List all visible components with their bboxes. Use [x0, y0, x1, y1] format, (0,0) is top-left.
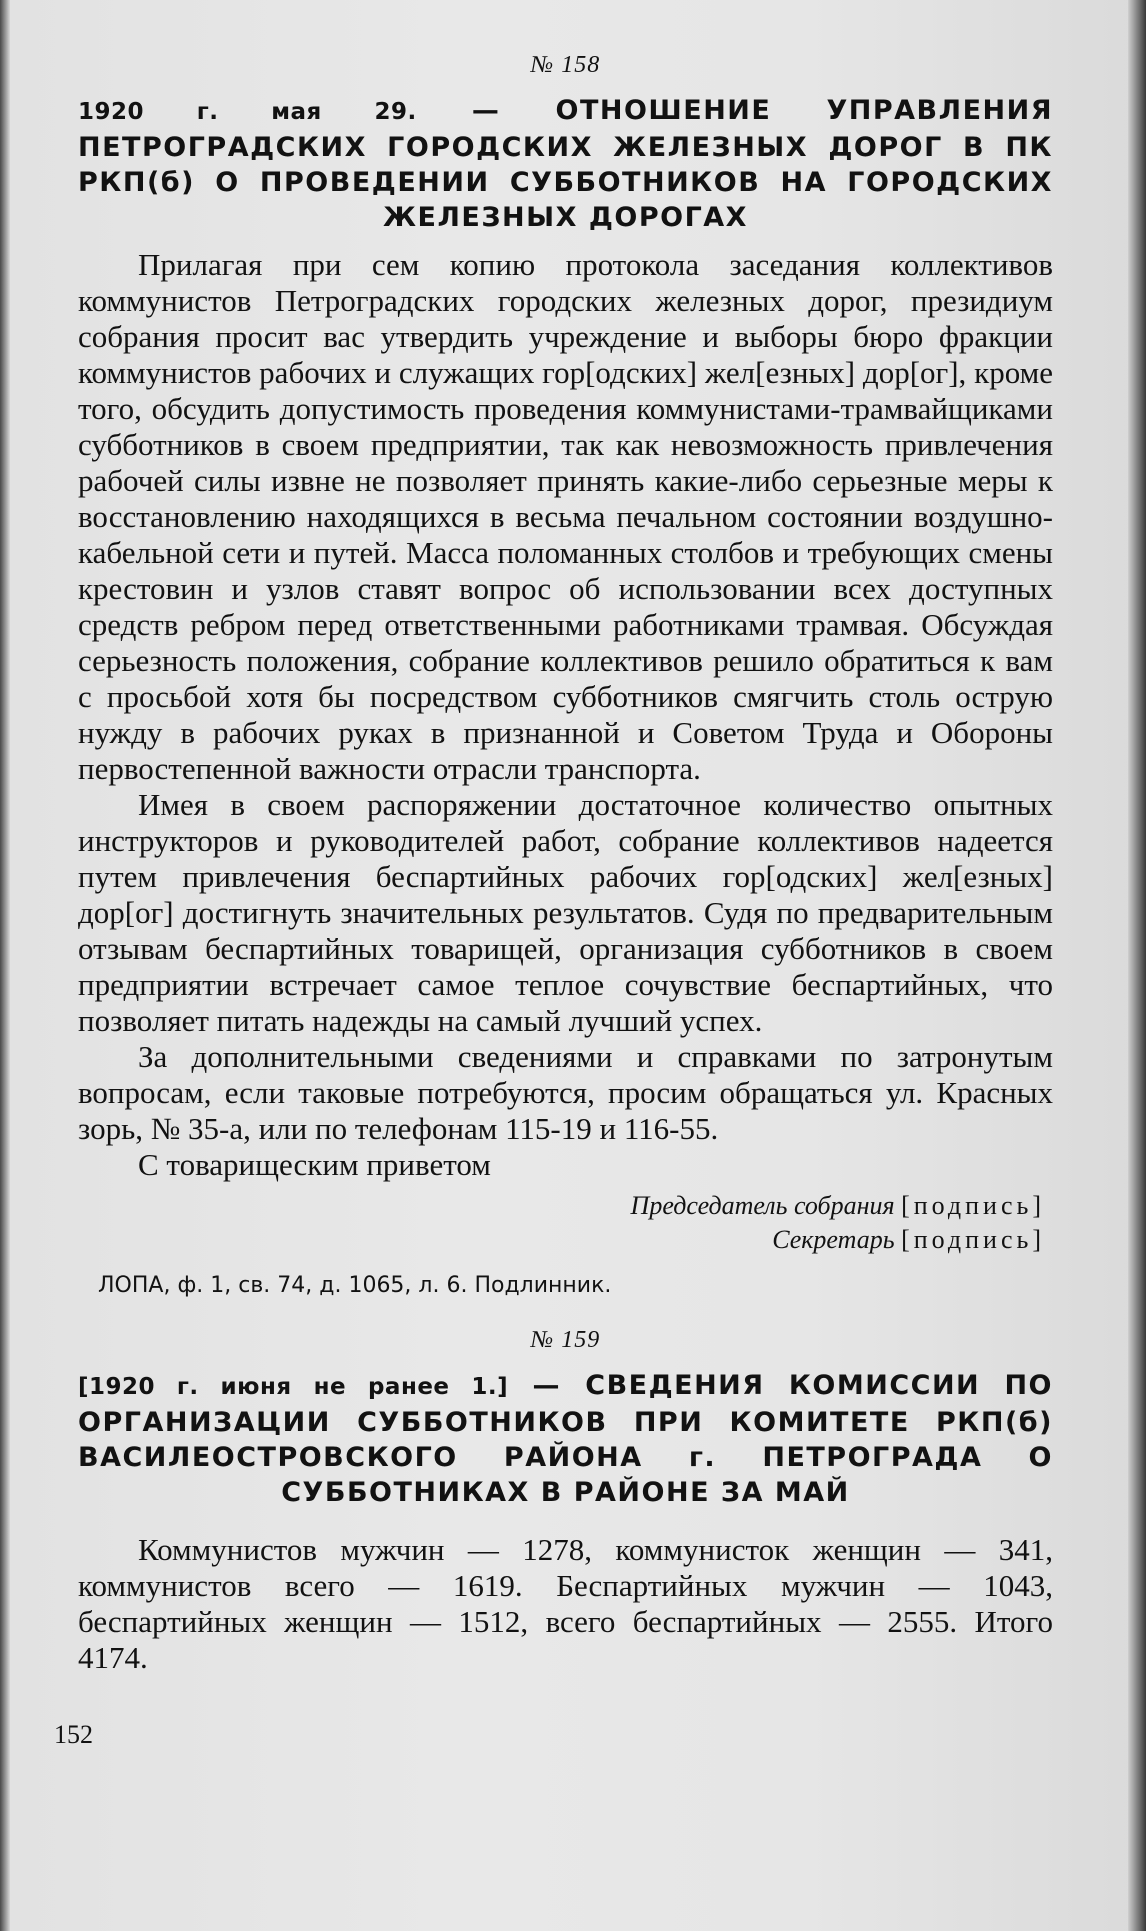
document-158-closing: С товарищеским приветом [138, 1147, 491, 1182]
document-158-paragraph-1: Прилагая при сем копию протокола заседания коллективов коммунистов Петроградских городских железных дорог, президиум собрания просит вас утвердить учреждение и выборы бюро фракции коммунистов рабочих и служащих гор[одских] жел[езных] дор[ог], кроме того, обсудить допустимость проведения коммунистами-трамвайщиками субботников в своем предприятии, так как невозможность привлечения рабочей силы извне не позволяет принять какие-либо серьезные меры к восстановлению находящихся в весьма печальном состоянии воздушно-кабельной сети и путей. Масса поломанных столбов и требующих смены крестовин и узлов ставят вопрос об использовании всех доступных средств ребром перед ответственными работниками трамвая. Обсуждая серьезность положения, собрание коллективов решило обратиться к вам с просьбой хотя бы посредством субботников смягчить столь острую нужду в рабочих руках в признанной и Советом Труда и Обороны первостепенной важности отрасли транспорта. [78, 247, 1053, 786]
document-158-source: ЛОПА, ф. 1, св. 74, д. 1065, л. 6. Подлинник. [98, 1273, 612, 1298]
document-159-paragraph-1: Коммунистов мужчин — 1278, коммунисток женщин — 341, коммунистов всего — 1619. Беспартийных мужчин — 1043, беспартийных женщин — 1512, всего беспартийных — 2555. Итого 4174. [78, 1532, 1053, 1675]
document-159-date: [1920 г. июня не ранее 1.] [78, 1374, 509, 1400]
page-number: 152 [54, 1720, 93, 1749]
document-158-number: № 158 [530, 52, 601, 78]
document-159-heading [78, 1368, 1053, 1510]
signature-chairman [78, 1189, 1053, 1223]
page-left-edge [0, 0, 10, 1931]
signature-secretary-mark: [подпись] [901, 1225, 1045, 1254]
page-right-edge [1128, 0, 1146, 1931]
signature-chairman-mark: [подпись] [901, 1191, 1045, 1220]
signature-chairman-role: Председатель собрания [630, 1191, 895, 1220]
document-159-number: № 159 [530, 1327, 601, 1353]
document-158-paragraph-2: Имея в своем распоряжении достаточное количество опытных инструкторов и руководителей работ, собрание коллективов надеется путем привлечения беспартийных рабочих гор[одских] жел[езных] дор[ог] достигнуть значительных результатов. Судя по предварительным отзывам беспартийных товарищей, организация субботников в своем предприятии встречает самое теплое сочувствие беспартийных, что позволяет питать надежды на самый лучший успех. [78, 787, 1053, 1038]
signature-secretary-role: Секретарь [772, 1225, 895, 1254]
document-158-date: 1920 г. мая 29. [78, 99, 417, 125]
document-158-paragraph-3: За дополнительными сведениями и справками по затронутым вопросам, если таковые потребуются, просим обращаться ул. Красных зорь, № 35-а, или по телефонам 115-19 и 116-55. [78, 1039, 1053, 1146]
signature-secretary [78, 1223, 1053, 1257]
document-159-title: — СВЕДЕНИЯ КОМИССИИ ПО ОРГАНИЗАЦИИ СУББОТНИКОВ ПРИ КОМИТЕТЕ РКП(б) ВАСИЛЕОСТРОВСКОГО РАЙОНА г. ПЕТРОГРАДА О СУББОТНИКАХ В РАЙОНЕ ЗА МАЙ [78, 1370, 1053, 1508]
document-158-heading [78, 93, 1053, 235]
page-content [78, 52, 1053, 1676]
document-158-title: — ОТНОШЕНИЕ УПРАВЛЕНИЯ ПЕТРОГРАДСКИХ ГОРОДСКИХ ЖЕЛЕЗНЫХ ДОРОГ В ПК РКП(б) О ПРОВЕДЕНИИ СУББОТНИКОВ НА ГОРОДСКИХ ЖЕЛЕЗНЫХ ДОРОГАХ [78, 95, 1053, 233]
